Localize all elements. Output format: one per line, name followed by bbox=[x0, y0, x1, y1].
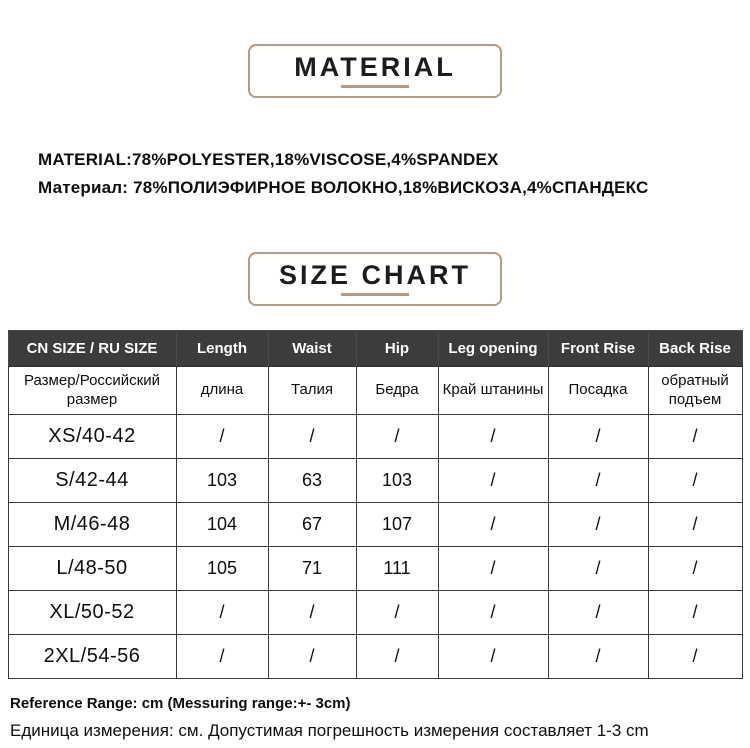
col-header-front-rise: Front Rise bbox=[548, 331, 648, 367]
table-row-xs bbox=[8, 415, 742, 459]
table-cell: / bbox=[176, 415, 268, 459]
table-cell: 71 bbox=[268, 547, 356, 591]
table-cell: / bbox=[438, 591, 548, 635]
size-row-label: 2XL/54-56 bbox=[8, 635, 176, 679]
table-cell: / bbox=[548, 459, 648, 503]
size-chart-title: SIZE CHART bbox=[279, 260, 471, 290]
col-subheader-hip-ru: Бедра bbox=[356, 367, 438, 415]
material-composition-ru: Материал: 78%ПОЛИЭФИРНОЕ ВОЛОКНО,18%ВИСКОЗА,4%СПАНДЕКС bbox=[38, 178, 649, 197]
measurement-notes bbox=[10, 695, 750, 741]
table-header-row-ru bbox=[8, 367, 742, 415]
material-title: MATERIAL bbox=[294, 52, 456, 82]
size-chart-table bbox=[8, 330, 743, 679]
size-chart-title-box bbox=[248, 252, 502, 306]
table-row-m bbox=[8, 503, 742, 547]
col-header-waist: Waist bbox=[268, 331, 356, 367]
table-row-2xl bbox=[8, 635, 742, 679]
col-subheader-size-ru: Размер/Российский размер bbox=[8, 367, 176, 415]
table-cell: 103 bbox=[356, 459, 438, 503]
col-subheader-length-ru: длина bbox=[176, 367, 268, 415]
table-cell: 67 bbox=[268, 503, 356, 547]
table-row-l bbox=[8, 547, 742, 591]
table-cell: / bbox=[548, 415, 648, 459]
col-subheader-front-rise-ru: Посадка bbox=[548, 367, 648, 415]
col-subheader-leg-opening-ru: Край штанины bbox=[438, 367, 548, 415]
table-cell: / bbox=[648, 459, 742, 503]
col-header-hip: Hip bbox=[356, 331, 438, 367]
table-cell: / bbox=[176, 635, 268, 679]
table-cell: / bbox=[438, 459, 548, 503]
table-cell: / bbox=[438, 547, 548, 591]
col-subheader-back-rise-ru: обратный подъем bbox=[648, 367, 742, 415]
table-cell: 105 bbox=[176, 547, 268, 591]
table-cell: / bbox=[438, 635, 548, 679]
table-header-row-en bbox=[8, 331, 742, 367]
table-cell: / bbox=[356, 591, 438, 635]
table-cell: / bbox=[356, 635, 438, 679]
table-row-s bbox=[8, 459, 742, 503]
table-cell: / bbox=[548, 547, 648, 591]
size-chart-title-underline bbox=[341, 293, 409, 296]
table-cell: / bbox=[438, 503, 548, 547]
product-info-page bbox=[0, 44, 750, 748]
size-row-label: M/46-48 bbox=[8, 503, 176, 547]
table-cell: / bbox=[648, 591, 742, 635]
size-row-label: XL/50-52 bbox=[8, 591, 176, 635]
table-cell: / bbox=[268, 415, 356, 459]
table-cell: / bbox=[648, 415, 742, 459]
table-cell: / bbox=[648, 547, 742, 591]
table-cell: / bbox=[268, 635, 356, 679]
material-title-underline bbox=[341, 85, 409, 88]
col-header-back-rise: Back Rise bbox=[648, 331, 742, 367]
table-cell: / bbox=[268, 591, 356, 635]
size-row-label: XS/40-42 bbox=[8, 415, 176, 459]
material-title-box bbox=[248, 44, 502, 98]
table-cell: / bbox=[548, 635, 648, 679]
table-cell: 63 bbox=[268, 459, 356, 503]
col-header-length: Length bbox=[176, 331, 268, 367]
table-cell: 104 bbox=[176, 503, 268, 547]
size-row-label: S/42-44 bbox=[8, 459, 176, 503]
table-cell: 103 bbox=[176, 459, 268, 503]
col-header-leg-opening: Leg opening bbox=[438, 331, 548, 367]
table-cell: / bbox=[648, 635, 742, 679]
col-header-size: CN SIZE / RU SIZE bbox=[8, 331, 176, 367]
table-cell: / bbox=[356, 415, 438, 459]
material-composition-en: MATERIAL:78%POLYESTER,18%VISCOSE,4%SPANDEX bbox=[38, 150, 499, 169]
table-cell: 107 bbox=[356, 503, 438, 547]
material-composition bbox=[38, 146, 750, 202]
table-cell: / bbox=[176, 591, 268, 635]
table-row-xl bbox=[8, 591, 742, 635]
reference-range-note-en: Reference Range: cm (Messuring range:+- 3cm) bbox=[10, 695, 351, 712]
table-cell: / bbox=[438, 415, 548, 459]
table-cell: / bbox=[548, 591, 648, 635]
reference-range-note-ru: Единица измерения: см. Допустимая погрешность измерения составляет 1-3 cm bbox=[10, 721, 649, 740]
size-row-label: L/48-50 bbox=[8, 547, 176, 591]
col-subheader-waist-ru: Талия bbox=[268, 367, 356, 415]
table-cell: 111 bbox=[356, 547, 438, 591]
table-cell: / bbox=[548, 503, 648, 547]
table-cell: / bbox=[648, 503, 742, 547]
